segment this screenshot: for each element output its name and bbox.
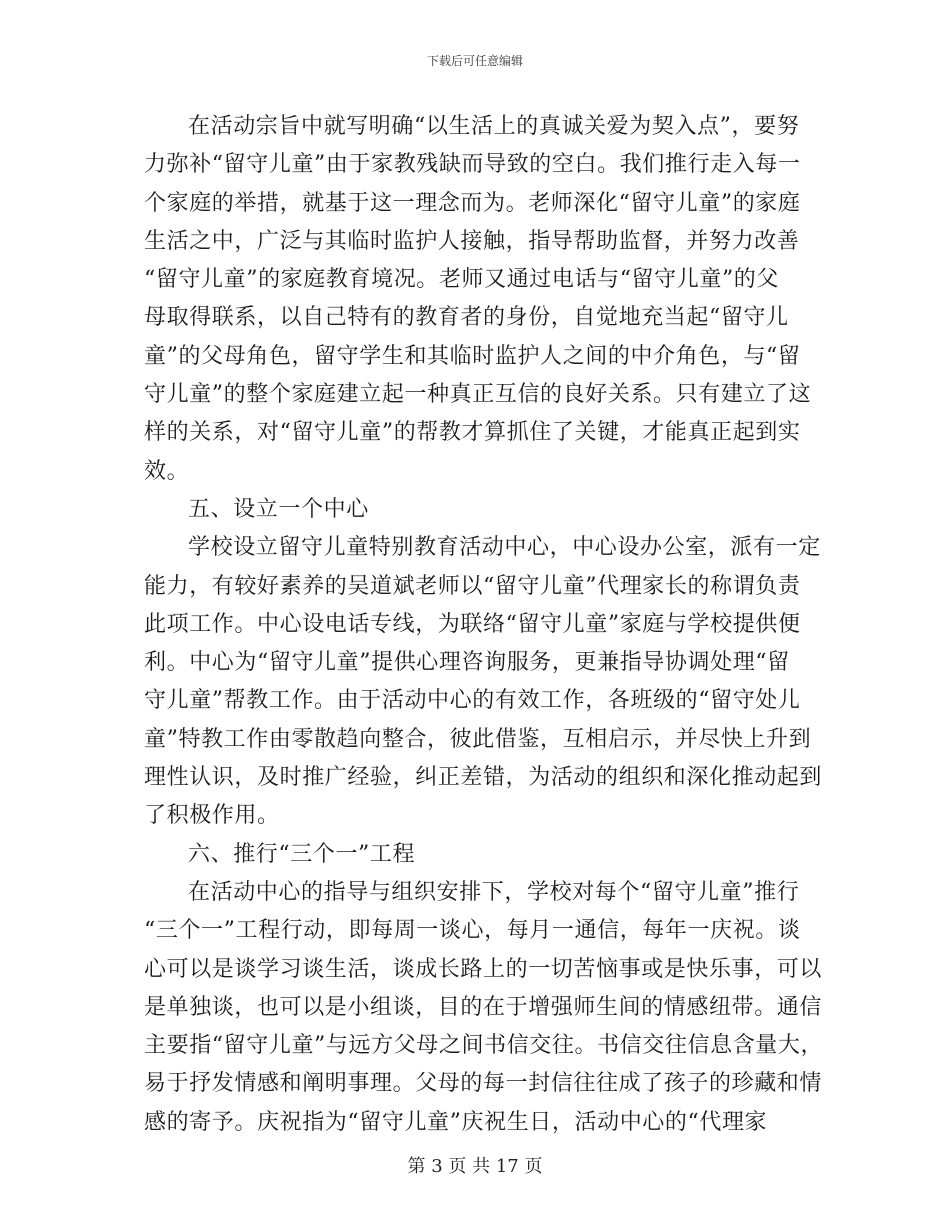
text-line: 样的关系，对“留守儿童”的帮教才算抓住了关键，才能真正起到实 — [144, 420, 801, 446]
text-line: 守儿童”帮教工作。由于活动中心的有效工作，各班级的“留守处儿 — [144, 688, 801, 714]
text-line: 守儿童”的整个家庭建立起一种真正互信的良好关系。只有建立了这 — [144, 382, 812, 408]
text-line: 在活动宗旨中就写明确“以生活上的真诚关爱为契入点”，要努 — [188, 114, 800, 139]
text-line: 母取得联系，以自己特有的教育者的身份，自觉地充当起“留守儿 — [144, 305, 789, 331]
page-number: 第 3 页 共 17 页 — [407, 1156, 543, 1177]
text-line: 童”的父母角色，留守学生和其临时监护人之间的中介角色，与“留 — [144, 343, 801, 369]
text-line: 心可以是谈学习谈生活，谈成长路上的一切苦恼事或是快乐事，可以 — [144, 956, 823, 982]
text-line: 利。中心为“留守儿童”提供心理咨询服务，更兼指导协调处理“留 — [144, 650, 790, 676]
text-line: 力弥补“留守儿童”由于家教残缺而导致的空白。我们推行走入每一 — [144, 152, 801, 178]
text-line: 易于抒发情感和阐明事理。父母的每一封信往往成了孩子的珍藏和情 — [144, 1071, 823, 1097]
text-line: 理性认识，及时推广经验，纠正差错，为活动的组织和深化推动起到 — [144, 765, 823, 791]
header-note: 下载后可任意编辑 — [426, 54, 523, 68]
text-line: 童”特教工作由零散趋向整合，彼此借鉴，互相启示，并尽快上升到 — [144, 726, 812, 752]
document-body — [144, 108, 824, 1142]
text-line: 了积极作用。 — [144, 803, 280, 829]
text-line: 感的寄予。庆祝指为“留守儿童”庆祝生日，活动中心的“代理家 — [144, 1109, 768, 1135]
text-line: 能力，有较好素养的吴道斌老师以“留守儿童”代理家长的称谓负责 — [144, 573, 801, 599]
text-line: “留守儿童”的家庭教育境况。老师又通过电话与“留守儿童”的父 — [144, 267, 779, 293]
section-heading: 五、设立一个中心 — [188, 496, 369, 522]
text-line: 主要指“留守儿童”与远方父母之间书信交往。书信交往信息含量大， — [144, 1033, 824, 1059]
text-line: 生活之中，广泛与其临时监护人接触，指导帮助监督，并努力改善 — [144, 228, 800, 254]
text-line: 是单独谈，也可以是小组谈，目的在于增强师生间的情感纽带。通信 — [144, 994, 823, 1020]
text-line: 个家庭的举措，就基于这一理念而为。老师深化“留守儿童”的家庭 — [144, 190, 801, 216]
text-line: 学校设立留守儿童特别教育活动中心，中心设办公室，派有一定 — [188, 535, 821, 561]
text-line: 效。 — [144, 458, 190, 484]
text-line: 此项工作。中心设电话专线，为联络“留守儿童”家庭与学校提供便 — [144, 611, 801, 637]
section-heading: 六、推行“三个一”工程 — [188, 841, 416, 867]
text-line: “三个一”工程行动，即每周一谈心，每月一通信，每年一庆祝。谈 — [144, 918, 801, 944]
text-line: 在活动中心的指导与组织安排下，学校对每个“留守儿童”推行 — [188, 879, 800, 905]
